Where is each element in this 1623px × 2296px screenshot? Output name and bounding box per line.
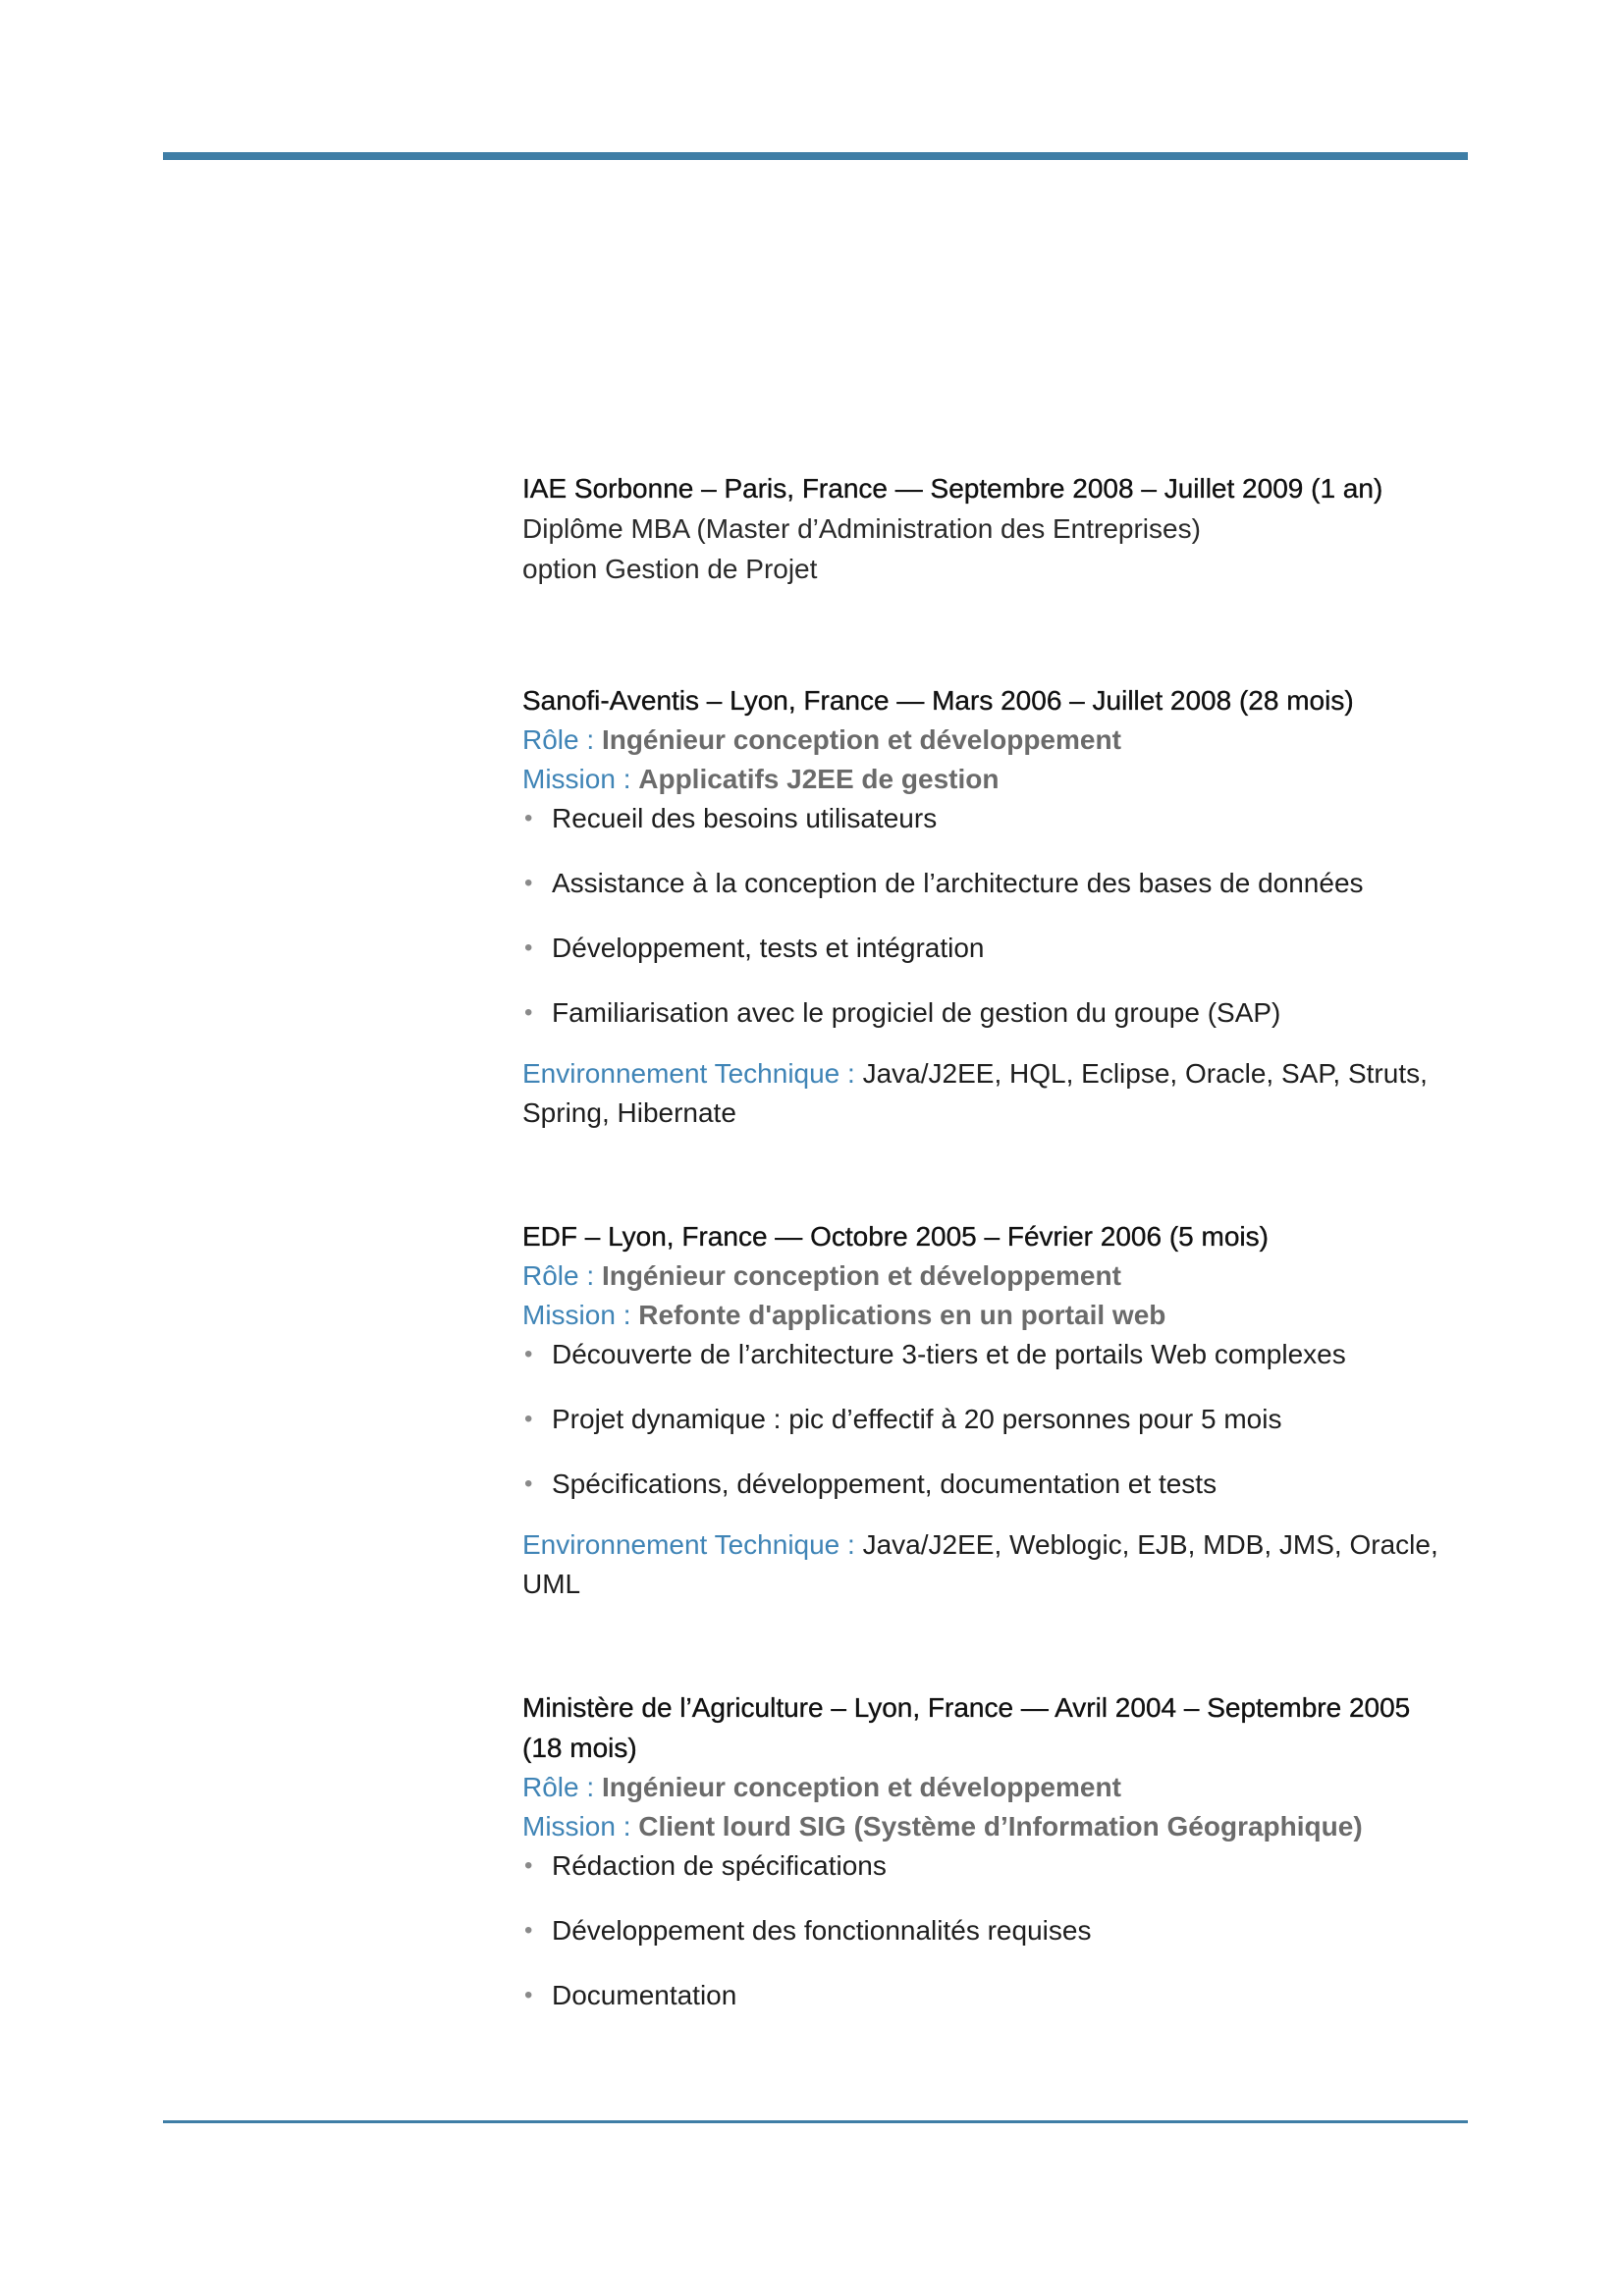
role-label: Rôle : bbox=[522, 724, 602, 755]
task-text: Rédaction de spécifications bbox=[552, 1850, 887, 1881]
bullet-icon: • bbox=[524, 1982, 533, 2008]
role-value: Ingénieur conception et développement bbox=[601, 1260, 1121, 1291]
tech-environment bbox=[522, 1525, 1445, 1604]
experience-entry-edf bbox=[522, 1216, 1445, 1604]
role-value: Ingénieur conception et développement bbox=[601, 724, 1121, 755]
tech-environment bbox=[522, 1054, 1445, 1133]
tech-environment-value: Java/J2EE, HQL, Eclipse, Oracle, SAP, Struts, Spring, Hibernate bbox=[522, 1058, 1428, 1128]
list-item bbox=[522, 864, 1445, 903]
task-text: Développement des fonctionnalités requises bbox=[552, 1915, 1092, 1946]
role-value: Ingénieur conception et développement bbox=[601, 1772, 1121, 1802]
experience-entry-agriculture bbox=[522, 1687, 1445, 2015]
education-heading: IAE Sorbonne – Paris, France — Septembre 2008 – Juillet 2009 (1 an) bbox=[522, 473, 1383, 504]
task-list bbox=[522, 1846, 1445, 2015]
role-line bbox=[522, 721, 1445, 760]
bottom-divider bbox=[163, 2120, 1468, 2123]
role-line bbox=[522, 1256, 1445, 1296]
bullet-icon: • bbox=[524, 1470, 533, 1497]
bullet-icon: • bbox=[524, 934, 533, 961]
task-text: Spécifications, développement, documentation et tests bbox=[552, 1468, 1217, 1499]
role-label: Rôle : bbox=[522, 1260, 602, 1291]
bullet-icon: • bbox=[524, 1852, 533, 1879]
tech-environment-value: Java/J2EE, Weblogic, EJB, MDB, JMS, Oracle, UML bbox=[522, 1529, 1438, 1599]
experience-heading: EDF – Lyon, France — Octobre 2005 – Février 2006 (5 mois) bbox=[522, 1221, 1269, 1252]
task-text: Projet dynamique : pic d’effectif à 20 personnes pour 5 mois bbox=[552, 1404, 1282, 1434]
mission-line bbox=[522, 1296, 1445, 1335]
list-item bbox=[522, 799, 1445, 838]
list-item bbox=[522, 929, 1445, 968]
task-text: Développement, tests et intégration bbox=[552, 933, 985, 963]
mission-value: Refonte d'applications en un portail web bbox=[638, 1300, 1166, 1330]
list-item bbox=[522, 1911, 1445, 1950]
bullet-icon: • bbox=[524, 1341, 533, 1367]
education-degree: Diplôme MBA (Master d’Administration des Entreprises) bbox=[522, 513, 1201, 544]
education-option: option Gestion de Projet bbox=[522, 554, 818, 584]
bullet-icon: • bbox=[524, 805, 533, 831]
mission-line bbox=[522, 760, 1445, 799]
list-item bbox=[522, 1976, 1445, 2015]
bullet-icon: • bbox=[524, 999, 533, 1026]
list-item bbox=[522, 1465, 1445, 1504]
tech-environment-label: Environnement Technique : bbox=[522, 1529, 863, 1560]
list-item bbox=[522, 1846, 1445, 1886]
mission-value: Applicatifs J2EE de gestion bbox=[638, 764, 1000, 794]
bullet-icon: • bbox=[524, 1406, 533, 1432]
experience-heading: Sanofi-Aventis – Lyon, France — Mars 2006 – Juillet 2008 (28 mois) bbox=[522, 685, 1354, 716]
task-text: Recueil des besoins utilisateurs bbox=[552, 803, 938, 833]
task-text: Documentation bbox=[552, 1980, 737, 2010]
experience-heading: Ministère de l’Agriculture – Lyon, France — Avril 2004 – Septembre 2005 (18 mois) bbox=[522, 1692, 1411, 1763]
mission-label: Mission : bbox=[522, 1811, 639, 1842]
task-list bbox=[522, 799, 1445, 1033]
task-text: Familiarisation avec le progiciel de gestion du groupe (SAP) bbox=[552, 997, 1281, 1028]
top-divider bbox=[163, 152, 1468, 160]
education-entry bbox=[522, 468, 1445, 589]
resume-content bbox=[522, 468, 1445, 2099]
tech-environment-label: Environnement Technique : bbox=[522, 1058, 863, 1089]
mission-value: Client lourd SIG (Système d’Information Géographique) bbox=[638, 1811, 1363, 1842]
role-label: Rôle : bbox=[522, 1772, 602, 1802]
bullet-icon: • bbox=[524, 870, 533, 896]
list-item bbox=[522, 1335, 1445, 1374]
list-item bbox=[522, 993, 1445, 1033]
mission-label: Mission : bbox=[522, 764, 639, 794]
mission-line bbox=[522, 1807, 1445, 1846]
mission-label: Mission : bbox=[522, 1300, 639, 1330]
bullet-icon: • bbox=[524, 1917, 533, 1944]
task-text: Découverte de l’architecture 3-tiers et de portails Web complexes bbox=[552, 1339, 1346, 1369]
task-list bbox=[522, 1335, 1445, 1504]
list-item bbox=[522, 1400, 1445, 1439]
experience-entry-sanofi bbox=[522, 680, 1445, 1133]
task-text: Assistance à la conception de l’architecture des bases de données bbox=[552, 868, 1364, 898]
role-line bbox=[522, 1768, 1445, 1807]
